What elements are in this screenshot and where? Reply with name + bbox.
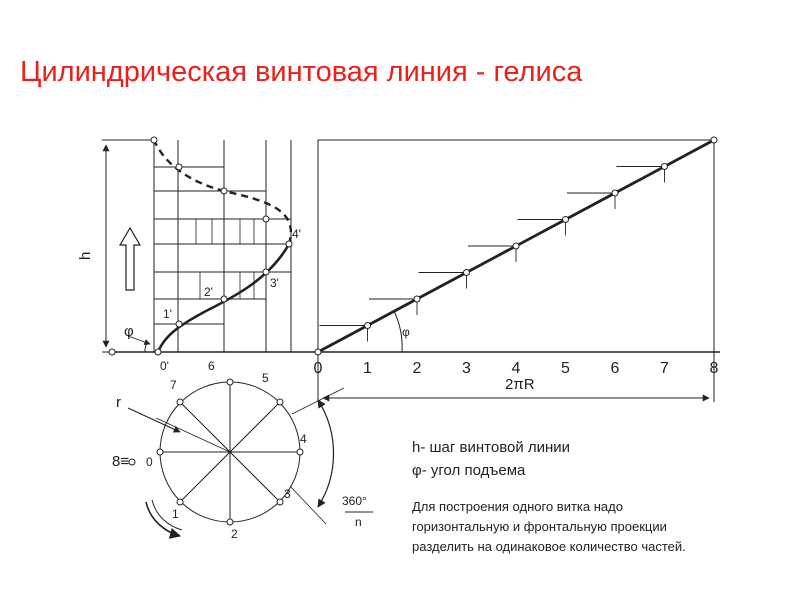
development-point	[612, 190, 618, 196]
point-0-prime	[155, 349, 161, 355]
r-leader	[128, 408, 180, 432]
label-0-prime: 0'	[160, 359, 169, 373]
description-line: разделить на одинаковое количество частей.	[412, 539, 686, 554]
development-phi-label: φ	[402, 325, 410, 339]
top-label-3: 3	[284, 487, 291, 501]
description-line: горизонтальную и фронтальную проекции	[412, 519, 667, 534]
development-point	[315, 349, 321, 355]
top-label-6: 6	[208, 359, 215, 373]
label-1-prime: 1'	[163, 307, 172, 321]
development-tick-label: 8	[709, 360, 719, 377]
point-2-prime	[221, 296, 227, 302]
point-1-prime	[176, 321, 182, 327]
label-2-prime: 2'	[204, 285, 213, 299]
development-point	[662, 164, 668, 170]
front-view	[102, 140, 300, 352]
top-label-2: 2	[231, 527, 238, 541]
development-point	[513, 243, 519, 249]
development-tick-label: 1	[363, 360, 372, 377]
development-point	[365, 323, 371, 329]
front-view-points	[109, 137, 292, 355]
r-label: r	[116, 394, 121, 411]
top-label-4: 4	[300, 432, 307, 446]
development-phi-arc	[394, 311, 402, 352]
angle-denominator: n	[355, 515, 362, 529]
angle-arc	[318, 400, 334, 507]
development-tick-label: 3	[462, 360, 471, 377]
development-tick-label: 6	[610, 360, 620, 377]
legend-h: h- шаг винтовой линии	[412, 439, 571, 456]
top-view	[128, 382, 373, 536]
front-phi-label: φ	[124, 323, 134, 340]
label-3-prime: 3'	[270, 276, 279, 290]
development-tick-labels	[314, 360, 719, 377]
description-line: Для построения одного витка надо	[412, 499, 623, 514]
description	[412, 497, 792, 557]
label-4-prime: 4'	[292, 227, 301, 241]
development-tick-label: 4	[511, 360, 521, 377]
development-tick-label: 0	[313, 360, 323, 377]
up-arrow-icon	[120, 228, 140, 290]
h-label: h	[77, 251, 94, 260]
top-label-eight: 8≡	[112, 453, 130, 470]
development-point	[464, 270, 470, 276]
top-label-5: 5	[262, 371, 269, 385]
page-title: Цилиндрическая винтовая линия - гелиса	[20, 56, 583, 88]
point-4-prime	[286, 241, 292, 247]
point-3-prime	[263, 269, 269, 275]
development-point	[711, 137, 717, 143]
development-point	[563, 217, 569, 223]
angle-numerator: 360°	[342, 494, 367, 508]
development-tick-label: 2	[412, 360, 422, 377]
top-label-0: 0	[146, 455, 153, 469]
top-label-1: 1	[172, 507, 179, 521]
development-tick-label: 5	[561, 360, 570, 377]
legend-phi: φ- угол подъема	[412, 462, 526, 479]
top-label-7: 7	[170, 378, 177, 392]
development-tick-label: 7	[660, 360, 669, 377]
development-point	[414, 296, 420, 302]
hatch-ticks	[178, 219, 254, 299]
two-pi-r-label: 2πR	[505, 376, 535, 393]
